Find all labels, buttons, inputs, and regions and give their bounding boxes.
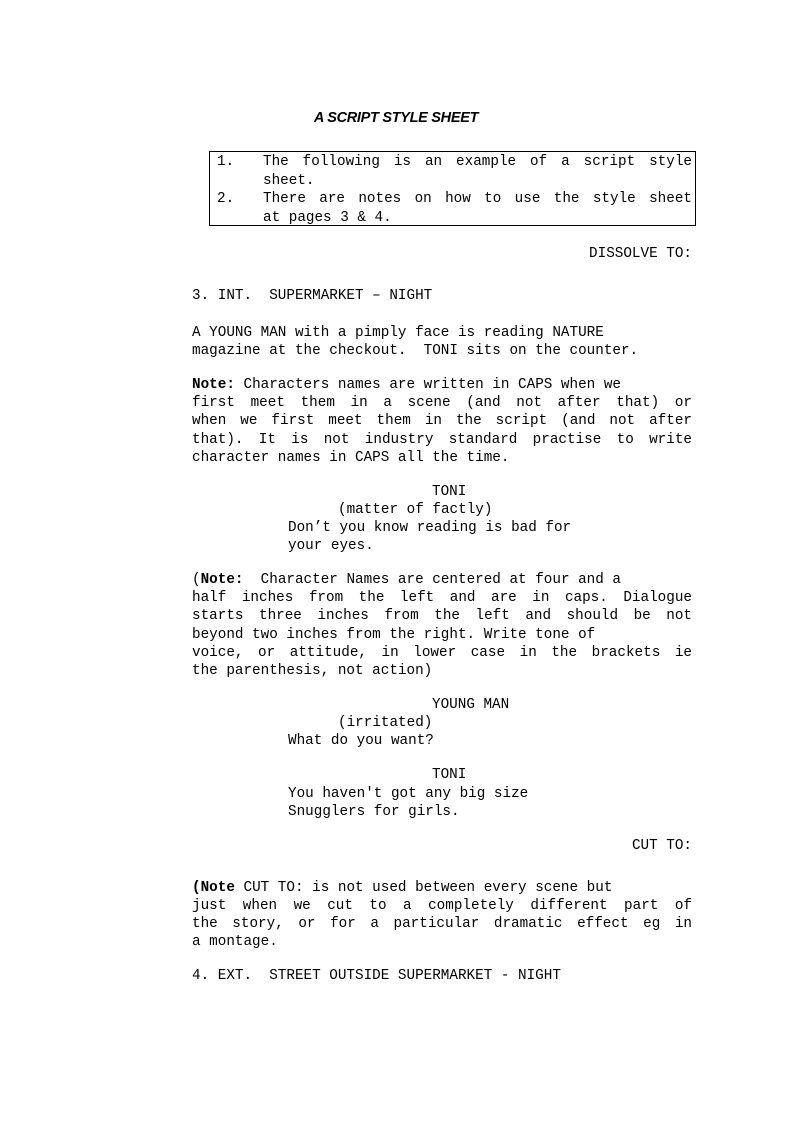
dialogue-line: your eyes. — [288, 538, 374, 554]
note-paragraph-line: the parenthesis, not action) — [192, 663, 433, 679]
character-name: TONI — [432, 484, 467, 500]
note-paragraph-line: beyond two inches from the right. Write tone of — [192, 627, 596, 643]
note-paragraph-line: half inches from the left and are in caps. Dialogue — [192, 590, 692, 606]
note-paragraph-line — [192, 571, 692, 589]
note-item — [210, 153, 695, 171]
note-paragraph-line: the story, or for a particular dramatic effect eg in — [192, 916, 692, 932]
note-label: Note: — [200, 572, 244, 588]
note-paragraph-line: just when we cut to a completely different part of — [192, 898, 692, 914]
scene-heading: 3. INT. SUPERMARKET – NIGHT — [192, 288, 433, 304]
parenthetical: (irritated) — [338, 715, 433, 731]
note-item-continued — [210, 209, 695, 227]
scene-heading: 4. EXT. STREET OUTSIDE SUPERMARKET - NIGHT — [192, 968, 561, 984]
note-text: CUT TO: is not used between every scene but — [234, 880, 613, 896]
open-paren: ( — [192, 572, 201, 588]
action-line: magazine at the checkout. TONI sits on the counter. — [192, 343, 639, 359]
note-number: 2. — [217, 191, 235, 207]
note-paragraph-line: character names in CAPS all the time. — [192, 450, 510, 466]
note-paragraph-line: a montage. — [192, 934, 278, 950]
character-name: YOUNG MAN — [432, 697, 510, 713]
note-paragraph-line — [192, 376, 692, 394]
note-item-continued — [210, 172, 695, 190]
character-name: TONI — [432, 767, 467, 783]
note-paragraph-line: voice, or attitude, in lower case in the brackets ie — [192, 645, 692, 661]
transition-cut: CUT TO: — [631, 838, 692, 854]
note-number: 1. — [217, 154, 235, 170]
dialogue-line: Don’t you know reading is bad for — [288, 520, 572, 536]
note-paragraph-line — [192, 879, 692, 897]
note-text: There are notes on how to use the style sheet — [263, 191, 692, 207]
note-label: Note: — [192, 377, 235, 393]
note-item — [210, 190, 695, 208]
parenthetical: (matter of factly) — [338, 502, 493, 518]
note-text: Character Names are centered at four and a — [243, 572, 621, 588]
transition-dissolve: DISSOLVE TO: — [589, 246, 692, 262]
dialogue-line: Snugglers for girls. — [288, 804, 460, 820]
note-text: Characters names are written in CAPS when we — [234, 377, 621, 393]
note-text: The following is an example of a script style — [263, 154, 692, 170]
dialogue-line: What do you want? — [288, 733, 434, 749]
dialogue-line: You haven't got any big size — [288, 786, 529, 802]
note-paragraph-line: when we first meet them in the script (and not after — [192, 413, 692, 429]
note-paragraph-line: that). It is not industry standard practise to write — [192, 432, 692, 448]
note-paragraph-line: starts three inches from the left and should be not — [192, 608, 692, 624]
note-text: at pages 3 & 4. — [263, 210, 392, 226]
note-text: sheet. — [263, 173, 315, 189]
note-paragraph-line: first meet them in a scene (and not after that) or — [192, 395, 692, 411]
page-title: A SCRIPT STYLE SHEET — [313, 110, 479, 126]
notes-box — [209, 151, 696, 226]
note-label: (Note — [192, 880, 235, 896]
action-line: A YOUNG MAN with a pimply face is reading NATURE — [192, 325, 604, 341]
